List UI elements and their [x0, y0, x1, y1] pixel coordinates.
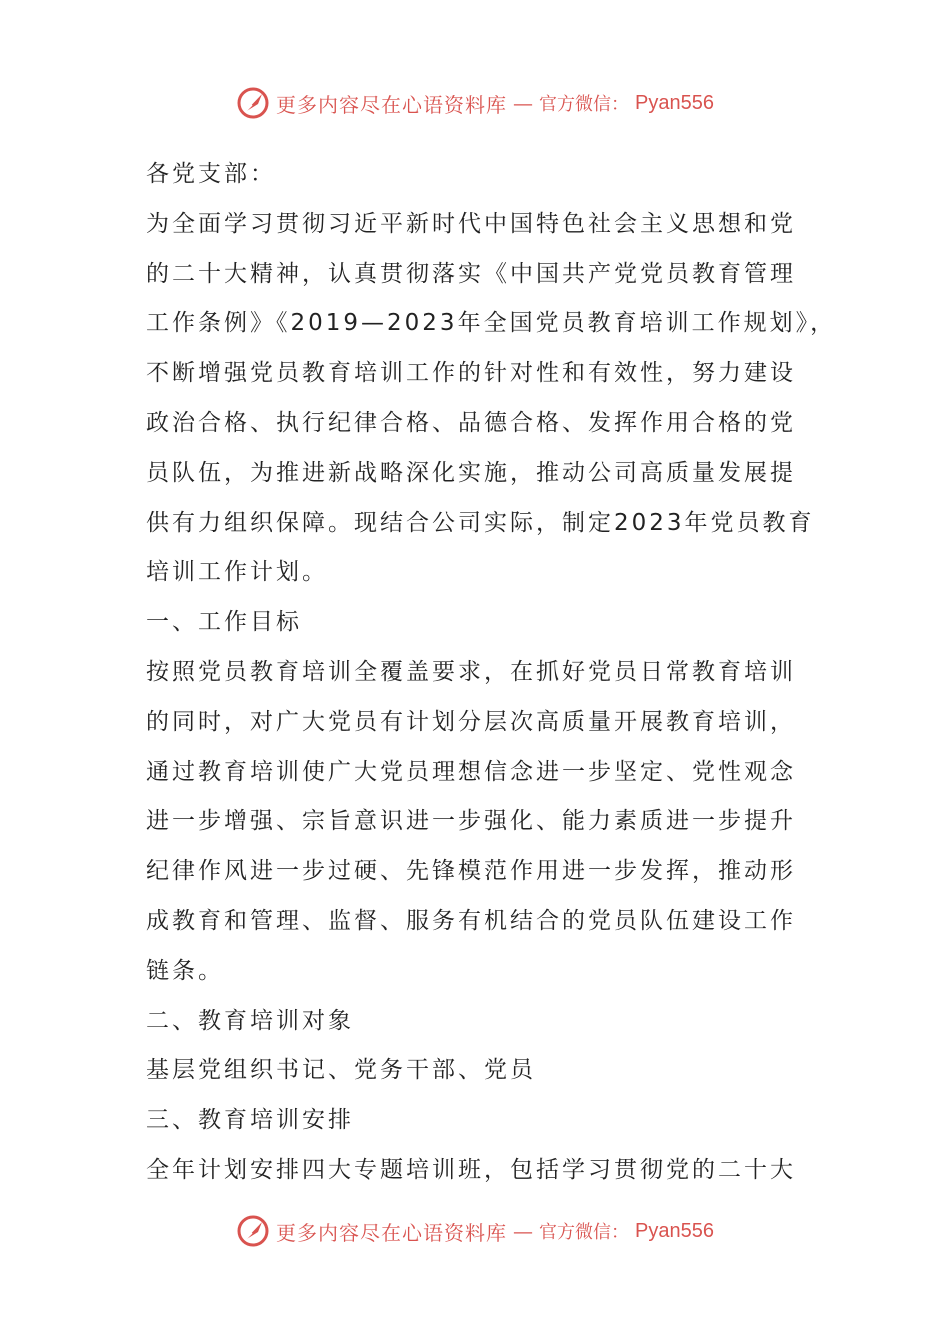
paragraph-line: 基层党组织书记、党务干部、党员	[146, 1057, 536, 1084]
paragraph-line: 全年计划安排四大专题培训班，包括学习贯彻党的二十大	[146, 1156, 796, 1183]
footer-watermark	[0, 1211, 950, 1251]
watermark-separator: —	[513, 1219, 534, 1243]
paragraph-line: 的二十大精神，认真贯彻落实《中国共产党党员教育管理	[146, 260, 796, 287]
watermark-wechat-id: Pyan556	[635, 1219, 714, 1242]
paragraph-line: 员队伍，为推进新战略深化实施，推动公司高质量发展提	[146, 459, 796, 486]
watermark-separator: —	[513, 91, 534, 115]
paragraph-line: 通过教育培训使广大党员理想信念进一步坚定、党性观念	[146, 758, 796, 785]
watermark-wechat-label: 官方微信：	[539, 94, 630, 115]
quill-logo-icon	[236, 1214, 270, 1248]
document-body	[146, 150, 837, 1196]
section-heading-arrangement: 三、教育培训安排	[146, 1107, 354, 1134]
paragraph-line: 的同时，对广大党员有计划分层次高质量开展教育培训，	[146, 708, 796, 735]
paragraph-line: 不断增强党员教育培训工作的针对性和有效性，努力建设	[146, 360, 796, 387]
paragraph-line: 为全面学习贯彻习近平新时代中国特色社会主义思想和党	[146, 210, 796, 237]
paragraph-line: 政治合格、执行纪律合格、品德合格、发挥作用合格的党	[146, 409, 796, 436]
watermark-site-text: 更多内容尽在心语资料库	[276, 92, 508, 117]
watermark-wechat-id: Pyan556	[635, 91, 714, 114]
paragraph-line: 工作条例》《2019—2023年全国党员教育培训工作规划》，	[146, 310, 837, 337]
section-heading-goals: 一、工作目标	[146, 609, 302, 636]
paragraph-line: 供有力组织保障。现结合公司实际，制定2023年党员教育	[146, 509, 815, 536]
paragraph-line: 链条。	[146, 957, 224, 984]
salutation-line: 各党支部：	[146, 161, 276, 187]
watermark-site-text: 更多内容尽在心语资料库	[276, 1220, 508, 1245]
paragraph-line: 成教育和管理、监督、服务有机结合的党员队伍建设工作	[146, 907, 796, 934]
section-heading-targets: 二、教育培训对象	[146, 1007, 354, 1034]
paragraph-line: 按照党员教育培训全覆盖要求，在抓好党员日常教育培训	[146, 658, 796, 685]
paragraph-line: 培训工作计划。	[146, 559, 328, 586]
header-watermark	[0, 83, 950, 123]
watermark-wechat-label: 官方微信：	[539, 1222, 630, 1243]
paragraph-line: 纪律作风进一步过硬、先锋模范作用进一步发挥，推动形	[146, 858, 796, 885]
quill-logo-icon	[236, 86, 270, 120]
paragraph-line: 进一步增强、宗旨意识进一步强化、能力素质进一步提升	[146, 808, 796, 835]
